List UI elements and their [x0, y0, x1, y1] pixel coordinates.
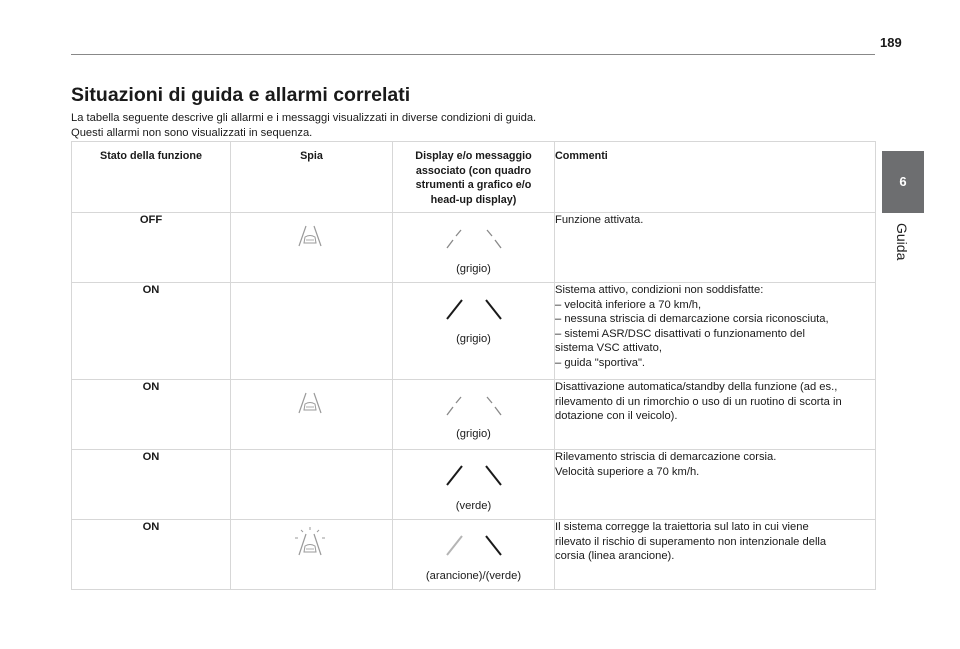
table-row	[72, 213, 876, 283]
warning-light-cell	[231, 450, 393, 520]
intro-line-1: La tabella seguente descrive gli allarmi e i messaggi visualizzati in diverse condizioni di guida.	[71, 112, 537, 124]
comment-line: – sistemi ASR/DSC disattivati o funzionamento del	[555, 327, 805, 340]
comments-cell	[555, 380, 876, 450]
comment-line: Rilevamento striscia di demarcazione corsia.	[555, 451, 777, 463]
comment-line: – guida "sportiva".	[555, 356, 646, 369]
comment-line: rilevato il rischio di superamento non intenzionale della	[555, 535, 827, 548]
comment-line: corsia (linea arancione).	[555, 550, 675, 562]
comment-line: sistema VSC attivato,	[555, 342, 662, 354]
lane-lines-left-highlight-icon	[444, 534, 504, 558]
section-title: Situazioni di guida e allarmi correlati	[71, 84, 411, 106]
comment-line: Funzione attivata.	[555, 214, 644, 226]
warning-light-cell	[231, 380, 393, 450]
comment-line: – nessuna striscia di demarcazione corsia riconosciuta,	[555, 313, 829, 325]
display-cell	[393, 520, 555, 590]
column-header-display-line: Display e/o messaggio	[415, 150, 532, 162]
display-cell	[393, 450, 555, 520]
warning-light-cell	[231, 213, 393, 283]
table-header-row	[72, 142, 876, 213]
table-row	[72, 520, 876, 590]
warning-light-cell	[231, 520, 393, 590]
column-header-display	[393, 142, 555, 213]
lane-lines-dashed-icon	[444, 227, 504, 251]
display-color-note: (verde)	[455, 500, 492, 512]
comment-line: – velocità inferiore a 70 km/h,	[555, 298, 702, 311]
comment-line: Velocità superiore a 70 km/h.	[555, 465, 700, 478]
comment-line: Sistema attivo, condizioni non soddisfatte:	[555, 284, 764, 296]
alerts-table	[71, 141, 876, 590]
column-header-comments: Commenti	[555, 142, 876, 213]
header-rule	[71, 54, 875, 55]
chapter-label	[894, 223, 910, 283]
display-color-note: (arancione)/(verde)	[425, 570, 522, 582]
comment-line: Disattivazione automatica/standby della funzione (ad es.,	[555, 381, 838, 393]
display-color-note: (grigio)	[456, 263, 491, 275]
table-row	[72, 283, 876, 380]
column-header-display-line: strumenti a grafico e/o	[415, 179, 532, 191]
page-number: 189	[880, 35, 902, 50]
lane-lines-solid-icon	[444, 464, 504, 488]
table-row	[72, 380, 876, 450]
column-header-state: Stato della funzione	[72, 142, 231, 213]
intro-text	[71, 111, 536, 140]
warning-light-cell	[231, 283, 393, 380]
display-cell	[393, 213, 555, 283]
row-state: ON	[72, 520, 231, 590]
comments-cell	[555, 283, 876, 380]
chapter-tab[interactable]: 6	[882, 151, 924, 213]
intro-line-2: Questi allarmi non sono visualizzati in sequenza.	[71, 126, 313, 139]
chapter-label-text: Guida	[894, 223, 910, 261]
display-cell	[393, 380, 555, 450]
row-state: ON	[72, 450, 231, 520]
display-color-note: (grigio)	[456, 428, 491, 440]
column-header-display-line: head-up display)	[430, 193, 517, 206]
comment-line: dotazione con il veicolo).	[555, 410, 678, 422]
comments-cell	[555, 450, 876, 520]
lane-lines-dashed-icon	[444, 394, 504, 418]
comments-cell	[555, 520, 876, 590]
row-state: ON	[72, 283, 231, 380]
comment-line: Il sistema corregge la traiettoria sul lato in cui viene	[555, 521, 809, 533]
lane-lines-solid-icon	[444, 298, 504, 322]
lane-keeping-icon	[293, 390, 327, 416]
lane-keeping-icon	[293, 223, 327, 249]
comment-line: rilevamento di un rimorchio o uso di un ruotino di scorta in	[555, 395, 842, 408]
row-state: ON	[72, 380, 231, 450]
row-state: OFF	[72, 213, 231, 283]
display-cell	[393, 283, 555, 380]
lane-keeping-flashing-icon	[293, 526, 327, 558]
comments-cell	[555, 213, 876, 283]
table-row	[72, 450, 876, 520]
display-color-note: (grigio)	[456, 333, 491, 345]
column-header-warning-light: Spia	[231, 142, 393, 213]
column-header-display-line: associato (con quadro	[415, 164, 532, 177]
